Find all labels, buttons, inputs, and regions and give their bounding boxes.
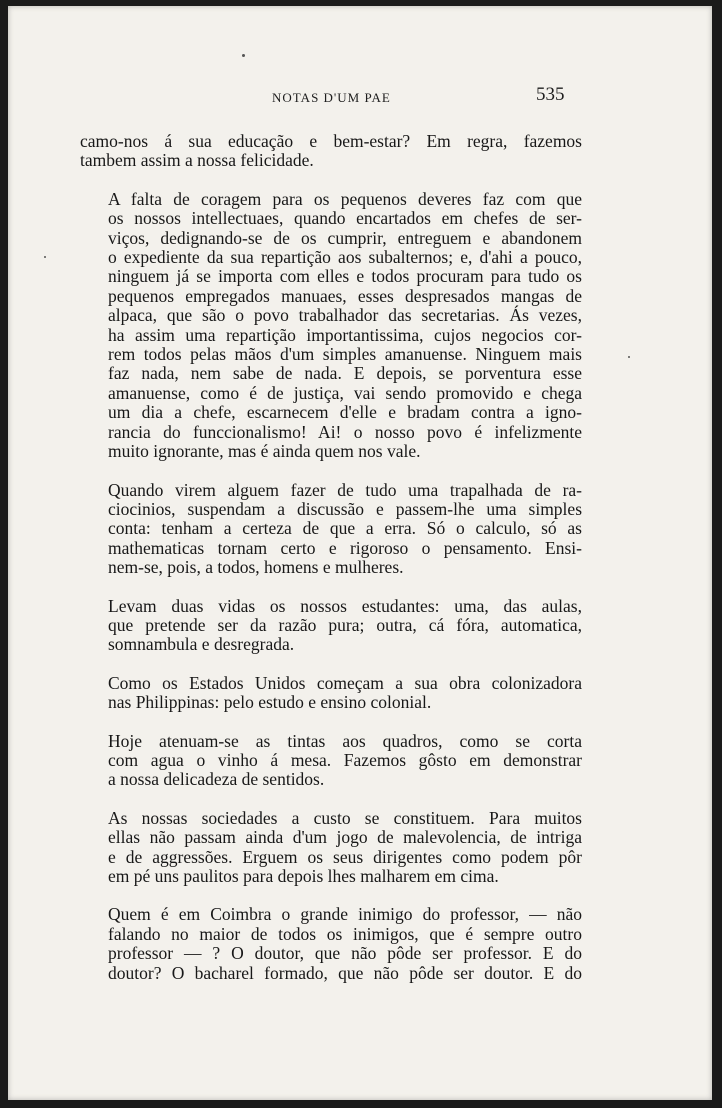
text-line: pequenos empregados manuaes, esses despresados mangas de — [108, 285, 582, 306]
book-page — [8, 6, 712, 1100]
text-line: tambem assim a nossa felicidade. — [80, 150, 314, 171]
paragraph — [80, 481, 582, 578]
text-line: As nossas sociedades a custo se constituem. Para muitos — [108, 807, 582, 828]
text-line: ciocinios, suspendam a discussão e passem-lhe uma simples — [108, 498, 582, 519]
text-line: nem-se, pois, a todos, homens e mulheres. — [108, 557, 404, 578]
text-line: viços, dedignando-se de os cumprir, entreguem e abandonem — [108, 227, 582, 248]
text-line: o expediente da sua repartição aos subalternos; e, d'ahi a pouco, — [108, 247, 582, 268]
text-line: em pé uns paulitos para depois lhes malharem em cima. — [108, 866, 499, 886]
text-line: Como os Estados Unidos começam a sua obra colonizadora — [108, 672, 582, 693]
text-line: professor — ? O doutor, que não pôde ser professor. E do — [108, 943, 582, 964]
print-speck — [628, 356, 630, 358]
running-head: NOTAS D'UM PAE — [272, 90, 391, 105]
paragraph — [80, 597, 582, 655]
text-line: rancia do funccionalismo! Ai! o nosso povo é infelizmente — [108, 421, 582, 442]
text-line: Hoje atenuam-se as tintas aos quadros, como se corta — [108, 730, 582, 751]
text-line: conta: tenham a certeza de que a erra. Só o calculo, só as — [108, 518, 582, 539]
text-line: Quem é em Coimbra o grande inimigo do professor, — não — [108, 904, 582, 925]
text-line: somnambula e desregrada. — [108, 634, 295, 655]
text-line: faz nada, nem sabe de nada. E depois, se porventura esse — [108, 363, 582, 384]
text-line: que pretende ser da razão pura; outra, cá fóra, automatica, — [108, 614, 582, 635]
text-line: nas Philippinas: pelo estudo e ensino colonial. — [108, 692, 432, 713]
paragraph — [80, 190, 582, 462]
text-line: camo-nos á sua educação e bem-estar? Em regra, fazemos — [80, 131, 582, 151]
body-text — [80, 132, 582, 1002]
text-line: ninguem já se importa com elles e todos procuram para tudo os — [108, 266, 582, 287]
text-line: os nossos intellectuaes, quando encartados em chefes de ser- — [108, 208, 582, 229]
text-line: amanuense, como é de justiça, vai sendo promovido e chega — [108, 382, 582, 403]
paragraph — [80, 674, 582, 713]
text-line: Quando virem alguem fazer de tudo uma trapalhada de ra- — [108, 479, 582, 500]
paragraph — [80, 732, 582, 790]
text-line: um dia a chefe, escarnecem d'elle e bradam contra a igno- — [108, 402, 582, 423]
text-line: ha assim uma repartição importantissima, cujos negocios cor- — [108, 324, 582, 345]
text-line: ellas não passam ainda d'um jogo de malevolencia, de intriga — [108, 827, 582, 848]
text-line: e de aggressões. Erguem os seus dirigentes como podem pôr — [108, 846, 582, 867]
paragraph — [80, 132, 582, 171]
text-line: a nossa delicadeza de sentidos. — [108, 769, 325, 790]
print-speck — [242, 54, 245, 57]
paragraph — [80, 905, 582, 983]
text-line: mathematicas tornam certo e rigoroso o pensamento. Ensi- — [108, 537, 582, 558]
print-speck — [44, 256, 46, 258]
text-line: falando no maior de todos os inimigos, que é sempre outro — [108, 923, 582, 944]
text-line: alpaca, que são o povo trabalhador das secretarias. Ás vezes, — [108, 305, 582, 326]
text-line: Levam duas vidas os nossos estudantes: uma, das aulas, — [108, 595, 582, 616]
text-line: muito ignorante, mas é ainda quem nos vale. — [108, 441, 421, 462]
page-number: 535 — [536, 84, 565, 105]
text-line: com agua o vinho á mesa. Fazemos gôsto em demonstrar — [108, 749, 582, 770]
text-line: doutor? O bacharel formado, que não pôde ser doutor. E do — [108, 962, 582, 983]
page-header — [8, 84, 712, 114]
text-line: A falta de coragem para os pequenos deveres faz com que — [108, 188, 582, 209]
paragraph — [80, 809, 582, 887]
text-line: rem todos pelas mãos d'um simples amanuense. Ninguem mais — [108, 344, 582, 365]
